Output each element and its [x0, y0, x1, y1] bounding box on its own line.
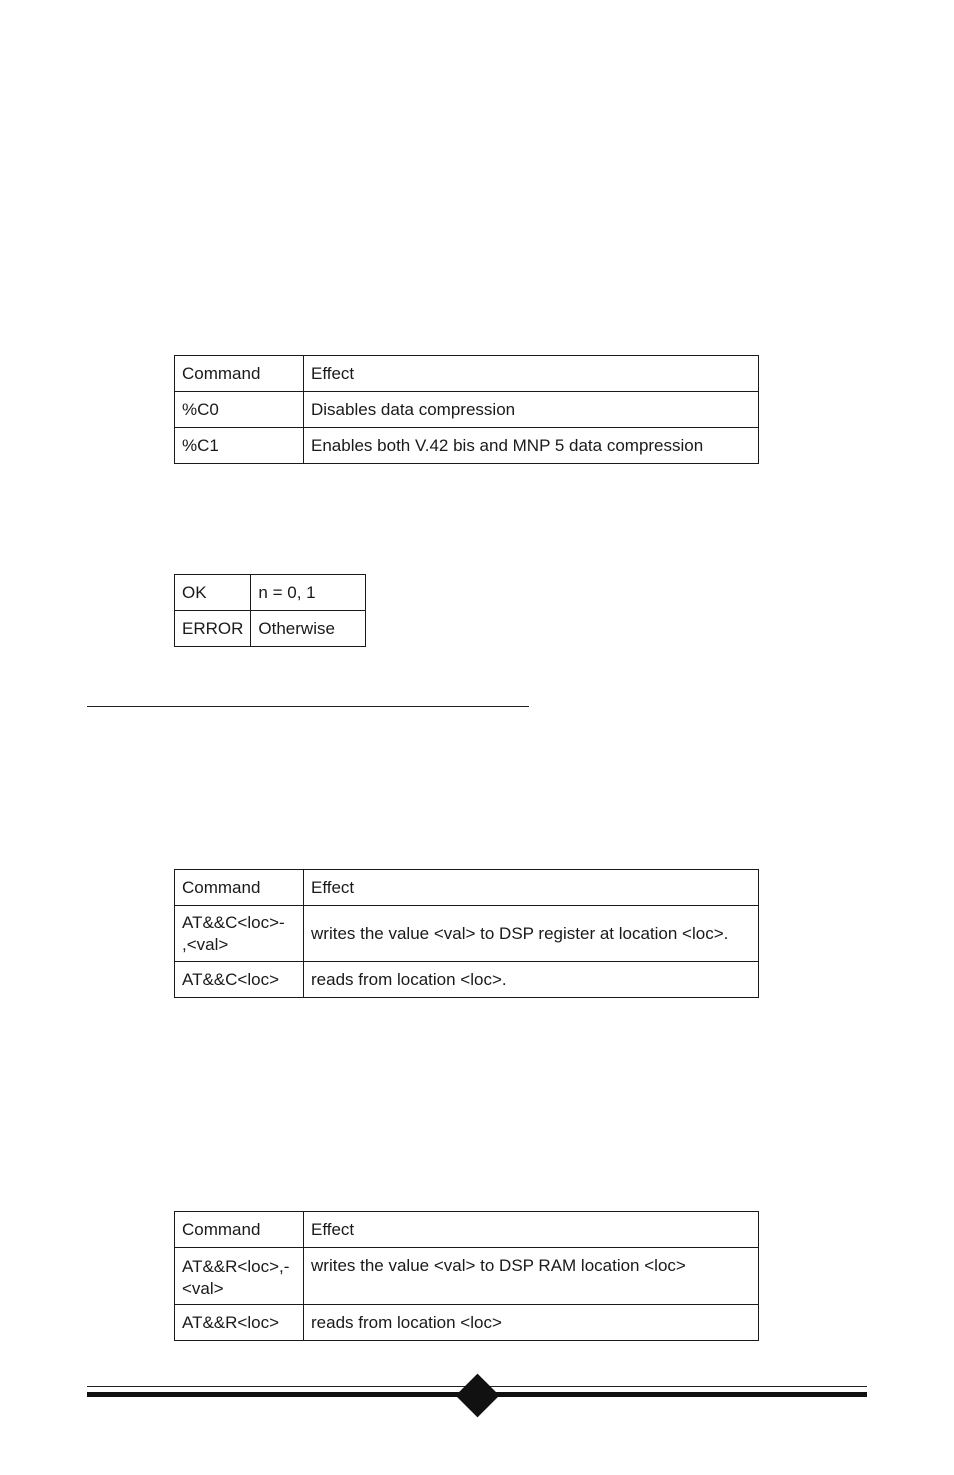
effect-cell: reads from location <loc>	[304, 1305, 759, 1341]
result-condition-cell: n = 0, 1	[251, 575, 366, 611]
table-row	[175, 906, 759, 962]
table-header-row	[175, 870, 759, 906]
table-row	[175, 611, 366, 647]
effect-cell: Enables both V.42 bis and MNP 5 data compression	[304, 428, 759, 464]
table-row	[175, 1305, 759, 1341]
compression-command-table	[174, 355, 759, 464]
dsp-ram-command-table	[174, 1211, 759, 1341]
table-row	[175, 428, 759, 464]
table-row	[175, 575, 366, 611]
header-effect: Effect	[304, 356, 759, 392]
result-code-cell: OK	[175, 575, 251, 611]
command-cell: %C0	[175, 392, 304, 428]
effect-cell: writes the value <val> to DSP register at location <loc>.	[304, 906, 759, 962]
command-cell: %C1	[175, 428, 304, 464]
header-command: Command	[175, 870, 304, 906]
result-code-cell: ERROR	[175, 611, 251, 647]
table-row	[175, 1248, 759, 1305]
header-command: Command	[175, 1212, 304, 1248]
effect-cell: writes the value <val> to DSP RAM location <loc>	[304, 1248, 759, 1305]
effect-cell: reads from location <loc>.	[304, 962, 759, 998]
footer-diamond-icon	[456, 1374, 500, 1418]
header-effect: Effect	[304, 1212, 759, 1248]
header-effect: Effect	[304, 870, 759, 906]
table-row	[175, 392, 759, 428]
command-cell: AT&&R<loc>,- <val>	[175, 1248, 304, 1305]
section-divider	[87, 706, 529, 707]
result-code-table	[174, 574, 366, 647]
result-condition-cell: Otherwise	[251, 611, 366, 647]
dsp-register-command-table	[174, 869, 759, 998]
table-header-row	[175, 1212, 759, 1248]
command-cell: AT&&C<loc>	[175, 962, 304, 998]
table-header-row	[175, 356, 759, 392]
command-cell: AT&&R<loc>	[175, 1305, 304, 1341]
table-row	[175, 962, 759, 998]
effect-cell: Disables data compression	[304, 392, 759, 428]
command-cell: AT&&C<loc>- ,<val>	[175, 906, 304, 962]
header-command: Command	[175, 356, 304, 392]
